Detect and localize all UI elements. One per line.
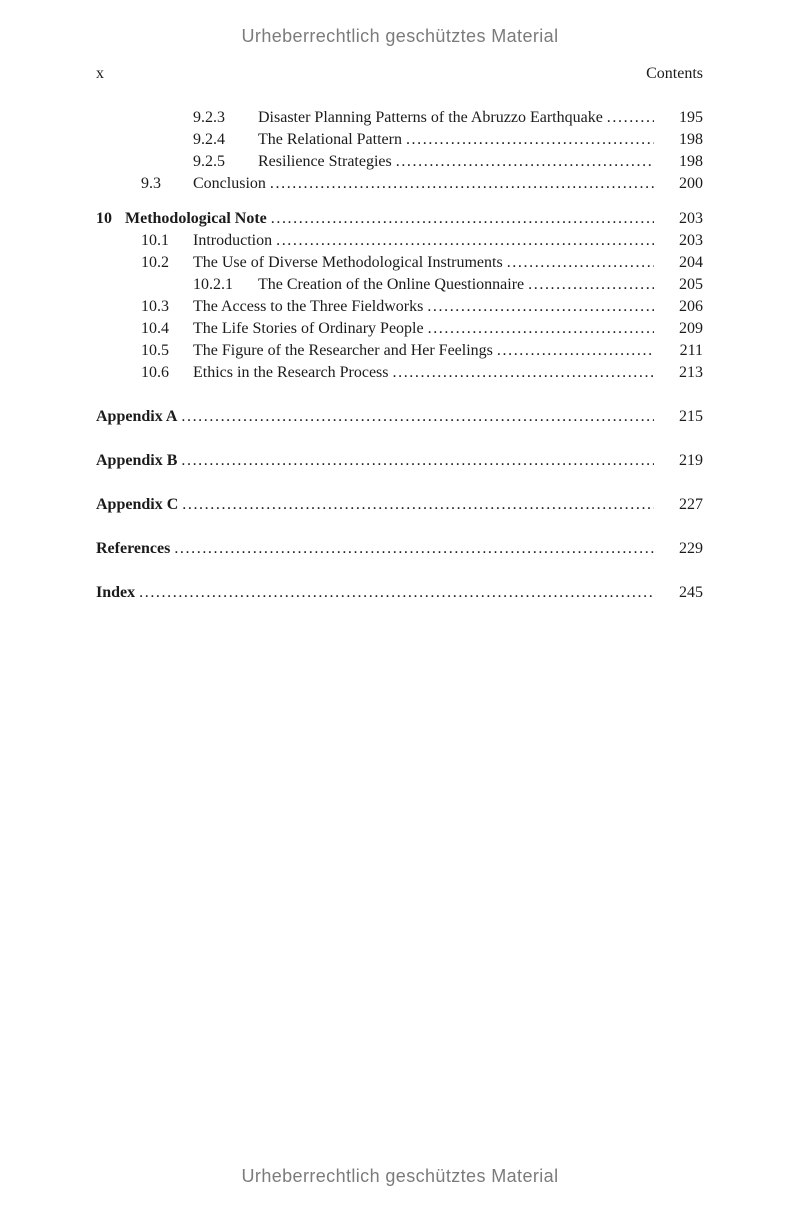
toc-entry-title: References [96,540,171,557]
copyright-watermark-top: Urheberrechtlich geschütztes Material [241,26,559,46]
toc-entry-number: 10.2.1 [193,276,233,293]
toc-entry-title: Appendix C [96,496,179,513]
toc-dot-leader [177,406,654,428]
toc-entry [96,296,703,318]
toc-entry-title: Appendix B [96,452,178,469]
toc-entry [96,318,703,340]
toc-entry-page: 211 [679,342,703,359]
toc-dot-leader [135,582,654,604]
toc-entry-page: 198 [679,153,703,170]
toc-entry-page: 213 [679,364,703,381]
toc-dot-leader [524,274,654,296]
toc-dot-leader [389,362,655,384]
toc-dot-leader [424,318,654,340]
toc-entry [96,252,703,274]
toc-dot-leader [267,208,654,230]
toc-entry-number: 9.3 [141,175,161,192]
toc-entry-number: 10.2 [141,254,169,271]
toc-entry-title: The Use of Diverse Methodological Instruments [193,254,503,271]
table-of-contents [96,107,703,604]
toc-dot-leader [170,538,654,560]
toc-entry-page: 200 [679,175,703,192]
toc-entry-title: Resilience Strategies [258,153,392,170]
toc-dot-leader [402,129,654,151]
toc-entry-page: 203 [679,210,703,227]
toc-entry-number: 10.5 [141,342,169,359]
toc-entry-page: 219 [679,452,703,469]
toc-entry [96,230,703,252]
toc-entry-number: 9.2.5 [193,153,225,170]
toc-entry [96,362,703,384]
toc-entry-title: Conclusion [193,175,266,192]
toc-entry-title: The Creation of the Online Questionnaire [258,276,525,293]
toc-entry-title: Appendix A [96,408,178,425]
toc-entry-page: 203 [679,232,703,249]
toc-entry-page: 205 [679,276,703,293]
toc-entry-title: Methodological Note [125,210,267,227]
toc-entry-page: 204 [679,254,703,271]
toc-entry [96,340,703,362]
toc-entry [96,208,703,230]
toc-entry-title: The Figure of the Researcher and Her Feelings [193,342,493,359]
toc-entry-number: 9.2.4 [193,131,225,148]
toc-entry-title: Disaster Planning Patterns of the Abruzzo Earthquake [258,109,603,126]
toc-entry [96,151,703,173]
page-header [96,63,703,85]
toc-entry-title: The Life Stories of Ordinary People [193,320,424,337]
toc-entry-number: 9.2.3 [193,109,225,126]
toc-dot-leader [503,252,654,274]
toc-dot-leader [603,107,654,129]
toc-entry-page: 215 [679,408,703,425]
toc-entry-title: Introduction [193,232,273,249]
toc-entry-number: 10 [96,210,112,227]
toc-dot-leader [493,340,654,362]
toc-dot-leader [266,173,654,195]
toc-entry [96,494,703,516]
toc-entry [96,173,703,195]
toc-entry-number: 10.3 [141,298,169,315]
toc-entry [96,274,703,296]
toc-entry-number: 10.4 [141,320,169,337]
toc-entry-title: The Access to the Three Fieldworks [193,298,424,315]
toc-dot-leader [178,494,654,516]
toc-entry-number: 10.1 [141,232,169,249]
toc-entry [96,582,703,604]
toc-entry [96,107,703,129]
toc-entry-title: Ethics in the Research Process [193,364,389,381]
toc-entry-title: The Relational Pattern [258,131,402,148]
toc-entry [96,129,703,151]
toc-entry-page: 206 [679,298,703,315]
toc-entry-page: 198 [679,131,703,148]
toc-entry-page: 229 [679,540,703,557]
toc-dot-leader [272,230,654,252]
toc-entry-page: 227 [679,496,703,513]
folio-page-number: x [96,65,104,82]
running-title: Contents [646,65,703,82]
toc-dot-leader [392,151,654,173]
toc-entry-page: 195 [679,109,703,126]
toc-entry-title: Index [96,584,136,601]
toc-entry-page: 209 [679,320,703,337]
toc-dot-leader [177,450,654,472]
toc-dot-leader [423,296,654,318]
toc-entry [96,538,703,560]
copyright-watermark-bottom: Urheberrechtlich geschütztes Material [241,1166,559,1186]
toc-entry [96,406,703,428]
toc-entry-number: 10.6 [141,364,169,381]
toc-entry-page: 245 [679,584,703,601]
toc-entry [96,450,703,472]
